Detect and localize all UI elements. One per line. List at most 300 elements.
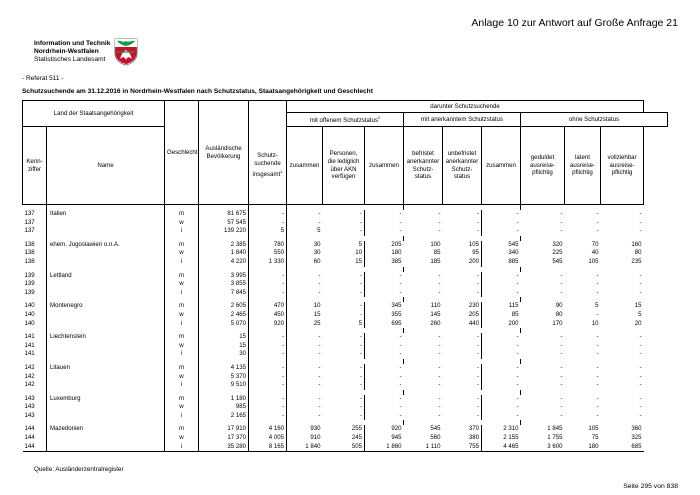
value-cell: 160: [631, 240, 642, 248]
value-cell: -: [249, 403, 287, 412]
value-cell: -: [596, 218, 599, 226]
value-cell: 145: [430, 310, 441, 318]
value-cell: -: [359, 333, 362, 341]
geschlecht-cell: i: [165, 350, 199, 359]
value-cell: 4 160: [249, 425, 287, 434]
value-cell: 115: [482, 302, 521, 311]
value-cell: 1 330: [249, 258, 287, 267]
value-cell: 90: [555, 302, 563, 310]
table-row: [23, 219, 668, 228]
value-cell: -: [560, 363, 563, 371]
name-cell: [47, 280, 165, 289]
value-cell: 320: [552, 240, 563, 248]
table-row: [23, 249, 668, 258]
value-cell: 345: [365, 302, 404, 311]
value-cell: -: [249, 395, 287, 404]
header-empty: [249, 101, 287, 127]
value-cell: -: [438, 372, 441, 380]
value-cell: -: [438, 227, 441, 235]
value-cell: 30: [287, 241, 323, 250]
value-cell: 545: [552, 257, 563, 265]
value-cell: 5 370: [199, 373, 249, 382]
value-cell: 205: [365, 241, 404, 250]
value-cell: 325: [631, 434, 642, 442]
value-cell: -: [639, 341, 642, 349]
name-cell: [47, 443, 165, 452]
value-cell: 755: [443, 443, 482, 452]
value-cell: 40: [591, 249, 599, 257]
value-cell: 60: [287, 258, 323, 267]
value-cell: -: [249, 342, 287, 351]
value-cell: -: [365, 272, 404, 281]
value-cell: -: [249, 364, 287, 373]
value-cell: -: [596, 381, 599, 389]
value-cell: 1 840: [287, 443, 323, 452]
table-row: [23, 443, 668, 452]
value-cell: -: [438, 333, 441, 341]
value-cell: 245: [351, 434, 362, 442]
value-cell: 1 840: [199, 249, 249, 258]
value-cell: -: [249, 381, 287, 390]
kennziffer-cell: 141: [24, 341, 35, 349]
value-cell: 180: [565, 443, 601, 452]
name-cell: [47, 373, 165, 382]
value-cell: -: [560, 280, 563, 288]
value-cell: 1 845: [547, 425, 563, 433]
table-row: [23, 425, 668, 434]
value-cell: -: [476, 350, 479, 358]
value-cell: 20: [634, 319, 642, 327]
value-cell: -: [249, 219, 287, 228]
value-cell: 260: [430, 319, 441, 327]
kennziffer-cell: 141: [24, 350, 35, 358]
header-offen: mit offenem Schutzstatus$^2$: [287, 113, 404, 127]
value-cell: 80: [634, 249, 642, 257]
value-cell: -: [596, 394, 599, 402]
value-cell: -: [365, 342, 404, 351]
header-schutzsuchende: Schutz- suchende insgesamt$^1$: [249, 127, 287, 205]
value-cell: -: [639, 288, 642, 296]
table-row: [23, 395, 668, 404]
kennziffer-cell: 139: [24, 280, 35, 288]
value-cell: 930: [287, 425, 323, 434]
value-cell: 3 855: [199, 280, 249, 289]
header-anerkannt-zusammen: zusammen: [365, 127, 404, 205]
value-cell: 110: [430, 302, 441, 310]
value-cell: 170: [552, 319, 563, 327]
value-cell: 355: [365, 311, 404, 320]
value-cell: -: [596, 333, 599, 341]
name-cell: Luxemburg: [47, 395, 165, 404]
value-cell: -: [482, 219, 521, 228]
name-cell: [47, 434, 165, 443]
value-cell: -: [639, 381, 642, 389]
kennziffer-cell: 144: [23, 443, 47, 452]
name-cell: [47, 219, 165, 228]
value-cell: -: [560, 218, 563, 226]
value-cell: -: [596, 341, 599, 349]
value-cell: 5 070: [199, 320, 249, 329]
value-cell: -: [359, 394, 362, 402]
value-cell: -: [438, 381, 441, 389]
kennziffer-cell: 143: [24, 394, 35, 402]
table-row: [23, 210, 668, 219]
value-cell: 5: [287, 227, 323, 236]
value-cell: -: [359, 280, 362, 288]
name-cell: Montenegro: [47, 302, 165, 311]
value-cell: -: [482, 333, 521, 342]
value-cell: -: [476, 411, 479, 419]
value-cell: -: [365, 395, 404, 404]
value-cell: 920: [249, 320, 287, 329]
kennziffer-cell: 138: [24, 249, 35, 257]
value-cell: -: [359, 210, 362, 217]
value-cell: -: [365, 364, 404, 373]
table-row: [23, 289, 668, 298]
value-cell: 5: [358, 319, 362, 327]
value-cell: -: [287, 280, 323, 289]
value-cell: -: [482, 364, 521, 373]
geschlecht-cell: w: [165, 373, 199, 382]
name-cell: [47, 381, 165, 390]
value-cell: -: [359, 350, 362, 358]
value-cell: -: [287, 364, 323, 373]
value-cell: 505: [323, 443, 365, 452]
kennziffer-cell: 142: [24, 363, 35, 371]
header-geschlecht: Geschlecht: [165, 101, 199, 205]
value-cell: 920: [365, 425, 404, 434]
value-cell: 8 165: [249, 443, 287, 452]
header-name: Name: [47, 127, 165, 205]
value-cell: 360: [631, 425, 642, 433]
value-cell: 685: [601, 443, 644, 452]
value-cell: 2 165: [199, 412, 249, 421]
kennziffer-cell: 143: [24, 403, 35, 411]
org-line-3: Statistisches Landesamt: [34, 56, 106, 63]
value-cell: -: [249, 412, 287, 421]
geschlecht-cell: i: [165, 258, 199, 267]
geschlecht-cell: w: [165, 280, 199, 289]
kennziffer-cell: 140: [24, 319, 35, 327]
value-cell: -: [438, 210, 441, 217]
geschlecht-cell: m: [165, 333, 199, 342]
value-cell: -: [365, 219, 404, 228]
value-cell: -: [476, 227, 479, 235]
value-cell: -: [287, 403, 323, 412]
value-cell: -: [365, 403, 404, 412]
geschlecht-cell: i: [165, 443, 199, 452]
geschlecht-cell: w: [165, 342, 199, 351]
value-cell: -: [249, 272, 287, 281]
value-cell: 57 545: [199, 219, 249, 228]
value-cell: -: [482, 342, 521, 351]
value-cell: -: [359, 363, 362, 371]
value-cell: 560: [430, 434, 441, 442]
table-row: [23, 403, 668, 412]
value-cell: 235: [631, 257, 642, 265]
value-cell: 4 220: [199, 258, 249, 267]
value-cell: 1 110: [404, 443, 443, 452]
value-cell: 200: [468, 257, 479, 265]
value-cell: 95: [472, 249, 479, 257]
geschlecht-cell: m: [165, 272, 199, 281]
value-cell: -: [482, 403, 521, 412]
value-cell: -: [476, 333, 479, 341]
value-cell: -: [287, 210, 323, 219]
name-cell: [47, 350, 165, 359]
organization-name: [34, 40, 110, 64]
value-cell: 10: [591, 319, 599, 327]
value-cell: 780: [249, 241, 287, 250]
geschlecht-cell: i: [165, 227, 199, 236]
value-cell: -: [560, 227, 563, 235]
value-cell: -: [287, 219, 323, 228]
value-cell: -: [438, 363, 441, 371]
value-cell: -: [287, 381, 323, 390]
kennziffer-cell: 144: [24, 434, 35, 442]
value-cell: -: [639, 218, 642, 226]
value-cell: -: [476, 363, 479, 371]
value-cell: -: [560, 381, 563, 389]
value-cell: 75: [591, 434, 599, 442]
value-cell: 185: [430, 257, 441, 265]
value-cell: 370: [468, 425, 479, 433]
value-cell: 380: [468, 434, 479, 442]
value-cell: 945: [365, 434, 404, 443]
name-cell: [47, 258, 165, 267]
value-cell: -: [639, 280, 642, 288]
value-cell: -: [476, 280, 479, 288]
value-cell: -: [359, 372, 362, 380]
source-note: Quelle: Ausländerzentralregister: [34, 466, 124, 473]
value-cell: 139 220: [199, 227, 249, 236]
value-cell: -: [359, 302, 362, 310]
value-cell: 70: [591, 240, 599, 248]
value-cell: -: [249, 289, 287, 298]
geschlecht-cell: m: [165, 241, 199, 250]
geschlecht-cell: i: [165, 381, 199, 390]
value-cell: 885: [482, 258, 521, 267]
table-title: Schutzsuchende am 31.12.2016 in Nordrhein-Westfalen nach Schutzstatus, Staatsangehörigkeit und Geschlecht: [22, 88, 373, 95]
value-cell: 985: [199, 403, 249, 412]
value-cell: -: [249, 210, 287, 219]
value-cell: -: [365, 381, 404, 390]
value-cell: 5: [358, 240, 362, 248]
value-cell: -: [287, 412, 323, 421]
value-cell: -: [639, 227, 642, 235]
table-row: [23, 342, 668, 351]
value-cell: 15: [355, 257, 362, 265]
header-geduldet: geduldet ausreise- pflichtig: [521, 127, 565, 205]
header-offen-zusammen: zusammen: [287, 127, 323, 205]
value-cell: -: [438, 411, 441, 419]
value-cell: 85: [433, 249, 441, 257]
value-cell: -: [639, 403, 642, 411]
value-cell: 1 860: [365, 443, 404, 452]
header-unbefristet: unbefristet anerkannter Schutz- status: [443, 127, 482, 205]
value-cell: 2 465: [199, 311, 249, 320]
value-cell: 7 845: [199, 289, 249, 298]
value-cell: 910: [287, 434, 323, 443]
name-cell: Mazedonien: [47, 425, 165, 434]
value-cell: 105: [588, 425, 599, 433]
value-cell: -: [560, 210, 563, 217]
value-cell: -: [438, 350, 441, 358]
value-cell: -: [596, 350, 599, 358]
value-cell: 4 005: [249, 434, 287, 443]
value-cell: 30: [287, 249, 323, 258]
kennziffer-cell: 140: [24, 310, 35, 318]
value-cell: -: [560, 350, 563, 358]
name-cell: Italien: [47, 210, 165, 219]
asylum-seekers-table: [22, 100, 668, 452]
table-row: [23, 302, 668, 311]
kennziffer-cell: 143: [24, 411, 35, 419]
geschlecht-cell: w: [165, 403, 199, 412]
header-vollziehbar: vollziehbar ausreise- pflichtig: [601, 127, 644, 205]
value-cell: -: [359, 381, 362, 389]
value-cell: -: [596, 363, 599, 371]
value-cell: -: [639, 350, 642, 358]
name-cell: [47, 342, 165, 351]
page-number: Seite 295 von 838: [623, 483, 678, 490]
geschlecht-cell: i: [165, 289, 199, 298]
value-cell: 255: [351, 425, 362, 433]
kennziffer-cell: 137: [24, 227, 35, 235]
value-cell: -: [249, 333, 287, 342]
kennziffer-cell: 137: [24, 218, 35, 226]
table-row: [23, 241, 668, 250]
value-cell: -: [359, 288, 362, 296]
value-cell: -: [596, 310, 599, 318]
value-cell: 2 155: [482, 434, 521, 443]
kennziffer-cell: 142: [24, 381, 35, 389]
value-cell: -: [287, 342, 323, 351]
value-cell: 85: [482, 311, 521, 320]
value-cell: 105: [468, 240, 479, 248]
name-cell: [47, 403, 165, 412]
value-cell: -: [287, 350, 323, 359]
value-cell: -: [359, 310, 362, 318]
table-row: [23, 364, 668, 373]
kennziffer-cell: 139: [24, 271, 35, 279]
value-cell: -: [596, 210, 599, 217]
header-ohne: ohne Schutzstatus: [521, 113, 668, 127]
value-cell: 550: [249, 249, 287, 258]
value-cell: -: [482, 350, 521, 359]
value-cell: -: [359, 411, 362, 419]
value-cell: 4 465: [482, 443, 521, 452]
table-row: [23, 280, 668, 289]
value-cell: 450: [249, 311, 287, 320]
value-cell: 2 385: [199, 241, 249, 250]
value-cell: -: [438, 394, 441, 402]
value-cell: -: [482, 381, 521, 390]
value-cell: -: [476, 403, 479, 411]
table-row: [23, 373, 668, 382]
geschlecht-cell: m: [165, 364, 199, 373]
value-cell: -: [476, 210, 479, 217]
value-cell: -: [438, 218, 441, 226]
value-cell: -: [359, 403, 362, 411]
value-cell: -: [476, 271, 479, 279]
header-kennziffer: Kenn- ziffer: [23, 127, 47, 205]
value-cell: 30: [199, 350, 249, 359]
value-cell: -: [560, 394, 563, 402]
value-cell: 205: [468, 310, 479, 318]
value-cell: 2 310: [482, 425, 521, 434]
table-body: [23, 205, 668, 452]
value-cell: -: [596, 411, 599, 419]
geschlecht-cell: w: [165, 434, 199, 443]
value-cell: -: [476, 394, 479, 402]
org-line-1: Information und Technik: [34, 40, 111, 47]
name-cell: [47, 249, 165, 258]
value-cell: 9 510: [199, 381, 249, 390]
value-cell: -: [359, 271, 362, 279]
value-cell: -: [639, 372, 642, 380]
value-cell: 200: [482, 320, 521, 329]
org-line-2: Nordrhein-Westfalen: [34, 48, 99, 55]
header-bevoelkerung: Ausländische Bevölkerung: [199, 101, 249, 205]
value-cell: -: [249, 373, 287, 382]
table-row: [23, 320, 668, 329]
value-cell: 15: [634, 302, 642, 310]
table-row: [23, 434, 668, 443]
value-cell: -: [438, 341, 441, 349]
kennziffer-cell: 138: [24, 257, 35, 265]
value-cell: -: [438, 280, 441, 288]
value-cell: -: [596, 271, 599, 279]
value-cell: -: [365, 373, 404, 382]
value-cell: 470: [249, 302, 287, 311]
value-cell: 80: [555, 310, 563, 318]
kennziffer-cell: 144: [24, 425, 35, 433]
value-cell: -: [438, 288, 441, 296]
value-cell: -: [476, 341, 479, 349]
value-cell: 17 910: [199, 425, 249, 434]
value-cell: -: [365, 280, 404, 289]
value-cell: 180: [365, 249, 404, 258]
value-cell: 230: [468, 302, 479, 310]
table-row: [23, 227, 668, 236]
value-cell: 81 675: [199, 210, 249, 219]
value-cell: -: [596, 372, 599, 380]
name-cell: Liechtenstein: [47, 333, 165, 342]
value-cell: -: [560, 288, 563, 296]
header-land: Land der Staatsangehörigkeit: [23, 101, 165, 127]
value-cell: -: [249, 280, 287, 289]
value-cell: 2 605: [199, 302, 249, 311]
value-cell: 695: [365, 320, 404, 329]
geschlecht-cell: i: [165, 320, 199, 329]
geschlecht-cell: w: [165, 249, 199, 258]
value-cell: 10: [355, 249, 362, 257]
value-cell: -: [560, 341, 563, 349]
value-cell: -: [560, 403, 563, 411]
value-cell: 4 135: [199, 364, 249, 373]
nrw-crest-icon: [114, 38, 138, 66]
value-cell: -: [596, 403, 599, 411]
value-cell: -: [596, 280, 599, 288]
name-cell: [47, 227, 165, 236]
value-cell: -: [438, 271, 441, 279]
kennziffer-cell: 142: [24, 372, 35, 380]
value-cell: -: [560, 271, 563, 279]
value-cell: -: [639, 394, 642, 402]
header-latent: latent ausreise- pflichtig: [565, 127, 601, 205]
value-cell: -: [287, 289, 323, 298]
